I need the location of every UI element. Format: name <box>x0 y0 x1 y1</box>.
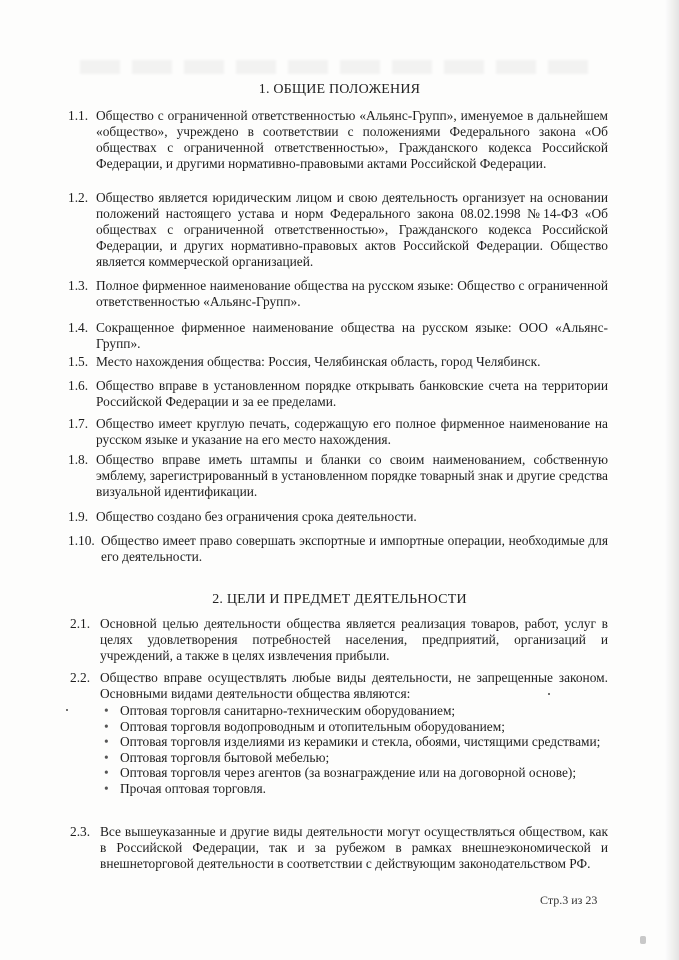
clause-text: Место нахождения общества: Россия, Челябинская область, город Челябинск. <box>96 354 541 369</box>
clause-2-2 <box>70 670 608 702</box>
clause-number: 1.5. <box>68 354 89 369</box>
clause-2-1 <box>70 616 608 664</box>
clause-text: Основной целью деятельности общества является реализация товаров, работ, услуг в целях удовлетворения потребностей населения, предприятий, организаций и учреждений, а также в целях извлечения прибыли. <box>100 616 608 663</box>
clause-1-4 <box>68 320 608 352</box>
clause-1-8 <box>68 452 608 500</box>
scan-speck <box>548 693 550 695</box>
clause-text: Общество имеет право совершать экспортные и импортные операции, необходимые для его деятельности. <box>101 533 608 564</box>
clause-1-2 <box>68 190 608 270</box>
activity-list <box>100 703 608 797</box>
clause-1-9 <box>68 509 608 525</box>
clause-number: 1.10. <box>68 533 95 548</box>
clause-text: Общество является юридическим лицом и свою деятельность организует на основании положений настоящего устава и норм Федерального закона 08.02.1998 №14-ФЗ «Об обществах с ограниченной ответственностью», Гражданского кодекса Российской Федерации, и других нормативно-правовых актов Российской Федерации. Общество является коммерческой организацией. <box>96 190 608 269</box>
clause-text: Полное фирменное наименование общества на русском языке: Общество с ограниченной ответственностью «Альянс-Групп». <box>96 278 608 309</box>
clause-text: Общество вправе в установленном порядке открывать банковские счета на территории Российской Федерации и за ее пределами. <box>96 378 608 409</box>
clause-text: Общество имеет круглую печать, содержащую его полное фирменное наименование на русском языке и указание на его место нахождения. <box>96 416 608 447</box>
clause-2-3 <box>70 824 608 872</box>
clause-text: Общество вправе иметь штампы и бланки со своим наименованием, собственную эмблему, зарегистрированный в установленном порядке товарный знак и другие средства визуальной идентификации. <box>96 452 608 499</box>
list-item: • Оптовая торговля водопроводным и отопительным оборудованием; <box>100 719 608 735</box>
clause-text: Общество вправе осуществлять любые виды деятельности, не запрещенные законом. Основными видами деятельности общества являются: <box>100 670 608 701</box>
clause-number: 1.6. <box>68 378 89 393</box>
clause-1-6 <box>68 378 608 410</box>
list-item: • Оптовая торговля через агентов (за вознаграждение или на договорной основе); <box>100 765 608 781</box>
clause-number: 2.3. <box>70 824 91 839</box>
clause-number: 1.7. <box>68 416 89 431</box>
clause-text: Общество с ограниченной ответственностью «Альянс-Групп», именуемое в дальнейшем «общество», учреждено в соответствии с положениями Федерального закона «Об обществах с ограниченной ответственностью», Гражданского кодекса Российской Федерации, и другими нормативно-правовыми актами Российской Федерации. <box>96 108 608 171</box>
clause-number: 1.9. <box>68 509 89 524</box>
clause-1-1 <box>68 108 608 172</box>
list-item: • Оптовая торговля бытовой мебелью; <box>100 750 608 766</box>
clause-1-10 <box>68 533 608 565</box>
section-1-title: 1. ОБЩИЕ ПОЛОЖЕНИЯ <box>258 82 421 97</box>
clause-number: 1.4. <box>68 320 89 335</box>
clause-number: 2.2. <box>70 670 91 685</box>
clause-number: 2.1. <box>70 616 91 631</box>
scan-mark <box>640 936 646 944</box>
clause-number: 1.2. <box>68 190 89 205</box>
list-item: • Оптовая торговля санитарно-техническим оборудованием; <box>100 703 608 719</box>
clause-text: Общество создано без ограничения срока деятельности. <box>96 509 417 524</box>
page-edge-shadow <box>665 0 679 960</box>
section-2-title: 2. ЦЕЛИ И ПРЕДМЕТ ДЕЯТЕЛЬНОСТИ <box>212 592 467 607</box>
bleed-through-text <box>80 60 600 74</box>
list-item: • Прочая оптовая торговля. <box>100 781 608 797</box>
list-item: • Оптовая торговля изделиями из керамики и стекла, обоями, чистящими средствами; <box>100 734 608 750</box>
page-number: Стр.3 из 23 <box>540 893 598 907</box>
clause-number: 1.1. <box>68 108 89 123</box>
scan-speck <box>66 709 68 711</box>
clause-number: 1.8. <box>68 452 89 467</box>
clause-1-5 <box>68 354 608 370</box>
clause-1-7 <box>68 416 608 448</box>
clause-1-3 <box>68 278 608 310</box>
clause-number: 1.3. <box>68 278 89 293</box>
clause-text: Сокращенное фирменное наименование общества на русском языке: ООО «Альянс-Групп». <box>96 320 608 351</box>
clause-text: Все вышеуказанные и другие виды деятельности могут осуществляться обществом, как в Российской Федерации, так и за рубежом в рамках внешнеэкономической и внешнеторговой деятельности в соответствии с действующим законодательством РФ. <box>100 824 608 871</box>
